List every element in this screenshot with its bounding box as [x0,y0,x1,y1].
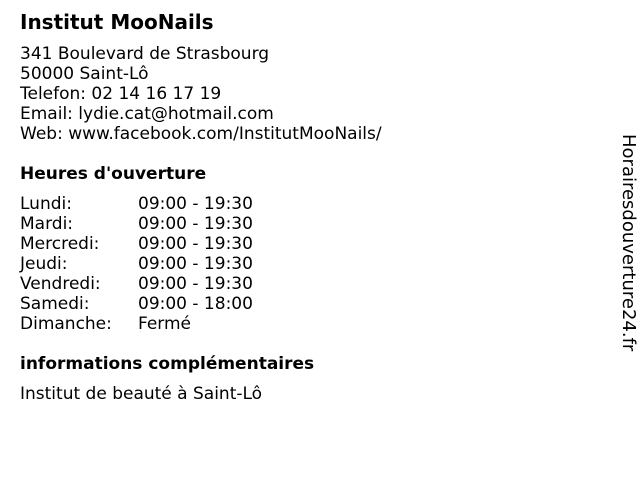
business-name: Institut MooNails [20,10,214,34]
time-value: 09:00 - 19:30 [138,234,253,254]
address-street: 341 Boulevard de Strasbourg [20,44,270,64]
time-value: Fermé [138,314,192,334]
day-label: Jeudi: [20,254,68,274]
time-value: 09:00 - 19:30 [138,194,253,214]
day-label: Lundi: [20,194,72,214]
hours-row-saturday [20,294,253,314]
hours-row-wednesday [20,234,253,254]
day-label: Mercredi: [20,234,100,254]
time-value: 09:00 - 18:00 [138,294,253,314]
phone-line: Telefon: 02 14 16 17 19 [20,84,222,104]
additional-info-text: Institut de beauté à Saint-Lô [20,384,263,404]
hours-row-friday [20,274,253,294]
time-value: 09:00 - 19:30 [138,214,253,234]
hours-row-monday [20,194,253,214]
day-label: Dimanche: [20,314,112,334]
web-line: Web: www.facebook.com/InstitutMooNails/ [20,124,382,144]
address-city: 50000 Saint-Lô [20,64,149,84]
hours-row-tuesday [20,214,253,234]
site-watermark-label: Horairesdouverture24.fr [618,134,639,352]
contact-block [20,44,382,144]
time-value: 09:00 - 19:30 [138,254,253,274]
day-label: Mardi: [20,214,74,234]
time-value: 09:00 - 19:30 [138,274,253,294]
opening-hours-table [20,194,253,334]
email-line: Email: lydie.cat@hotmail.com [20,104,274,124]
hours-row-thursday [20,254,253,274]
day-label: Samedi: [20,294,90,314]
additional-info-heading: informations complémentaires [20,354,315,374]
hours-row-sunday [20,314,253,334]
day-label: Vendredi: [20,274,101,294]
opening-hours-heading: Heures d'ouverture [20,164,207,184]
